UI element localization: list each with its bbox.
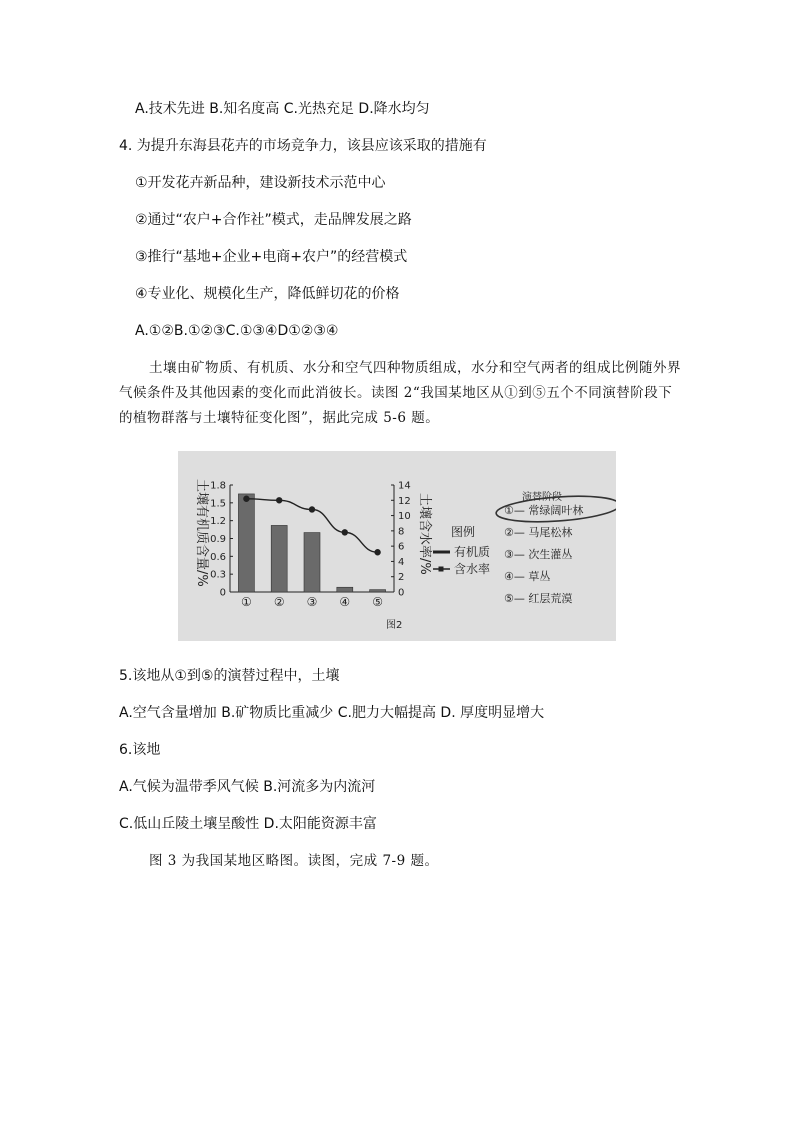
- passage-line-1: 土壤由矿物质、有机质、水分和空气四种物质组成，水分和空气两者的组成比例随外界: [149, 360, 681, 376]
- y-right-tick-label: 10: [398, 511, 411, 523]
- q5-options: A.空气含量增加 B.矿物质比重减少 C.肥力大幅提高 D. 厚度明显增大: [119, 705, 545, 721]
- legend-bar-label: 有机质: [454, 545, 491, 559]
- point-water-content: [374, 549, 380, 555]
- x-tick-label: ③: [306, 595, 318, 609]
- q4-item-1: ①开发花卉新品种，建设新技术示范中心: [135, 175, 386, 191]
- y-left-tick-label: 1.2: [210, 516, 226, 528]
- stage-legend-item: ④— 草丛: [504, 570, 551, 583]
- bar-organic-matter: [304, 533, 320, 592]
- bar-organic-matter: [370, 590, 386, 592]
- bar-organic-matter: [271, 525, 287, 592]
- point-water-content: [309, 506, 315, 512]
- y-left-tick-label: 0.9: [210, 534, 226, 545]
- stage-legend-item: ⑤— 红层荒漠: [504, 592, 573, 605]
- y-left-tick-label: 0.6: [210, 551, 226, 563]
- y-right-tick-label: 4: [398, 556, 405, 568]
- y-left-tick-label: 1.5: [210, 498, 226, 510]
- bar-organic-matter: [238, 494, 254, 592]
- x-tick-label: ④: [339, 595, 351, 609]
- passage-line-2: 气候条件及其他因素的变化而此消彼长。读图 2“我国某地区从①到⑤五个不同演替阶段下: [119, 385, 673, 401]
- stage-legend-item: ①— 常绿阔叶林: [504, 504, 584, 517]
- figure-2-photo: [178, 451, 616, 641]
- q4-options: A.①②B.①②③C.①③④D①②③④: [135, 323, 339, 339]
- stage-legend-item: ②— 马尾松林: [504, 526, 573, 539]
- legend-title: 图例: [451, 525, 476, 539]
- passage-line-3: 的植物群落与土壤特征变化图”，据此完成 5-6 题。: [119, 410, 440, 426]
- y-left-tick-label: 0: [219, 587, 226, 599]
- q6-stem: 6.该地: [119, 742, 161, 758]
- y-right-tick-label: 12: [398, 495, 411, 507]
- y-right-tick-label: 8: [398, 526, 405, 538]
- y-left-label: 土壤有机质含量/%: [194, 479, 209, 587]
- figure-caption: 图2: [386, 620, 403, 631]
- y-left-tick-label: 0.3: [210, 569, 226, 581]
- q4-item-3: ③推行“基地+企业+电商+农户”的经营模式: [135, 249, 408, 265]
- y-right-tick-label: 0: [398, 587, 405, 599]
- q6-options-1: A.气候为温带季风气候 B.河流多为内流河: [119, 779, 376, 795]
- figure-2-chart: [178, 451, 616, 641]
- x-tick-label: ②: [273, 595, 285, 609]
- legend-line-marker: [439, 567, 444, 572]
- y-right-tick-label: 2: [398, 572, 405, 584]
- stage-legend-title: 演替阶段: [522, 492, 562, 503]
- y-right-label: 土壤含水率/%: [417, 493, 432, 575]
- x-tick-label: ⑤: [372, 595, 383, 609]
- q4-stem: 4. 为提升东海县花卉的市场竞争力，该县应该采取的措施有: [119, 138, 487, 154]
- point-water-content: [276, 497, 282, 503]
- q4-item-2: ②通过“农户+合作社”模式，走品牌发展之路: [135, 212, 412, 228]
- x-tick-label: ①: [241, 595, 252, 609]
- bar-organic-matter: [337, 587, 353, 592]
- q3-options: A.技术先进 B.知名度高 C.光热充足 D.降水均匀: [135, 101, 430, 117]
- q4-item-4: ④专业化、规模化生产，降低鲜切花的价格: [135, 286, 400, 302]
- y-right-tick-label: 6: [398, 541, 405, 553]
- y-right-tick-label: 14: [398, 480, 411, 492]
- point-water-content: [342, 529, 348, 535]
- point-water-content: [243, 496, 249, 502]
- q5-stem: 5.该地从①到⑤的演替过程中，土壤: [119, 668, 340, 684]
- figure-3-intro: 图 3 为我国某地区略图。读图，完成 7-9 题。: [149, 853, 439, 869]
- legend-line-label: 含水率: [454, 562, 491, 576]
- y-left-tick-label: 1.8: [210, 480, 226, 492]
- q6-options-2: C.低山丘陵土壤呈酸性 D.太阳能资源丰富: [119, 816, 377, 832]
- stage-legend-item: ③— 次生灌丛: [504, 548, 573, 561]
